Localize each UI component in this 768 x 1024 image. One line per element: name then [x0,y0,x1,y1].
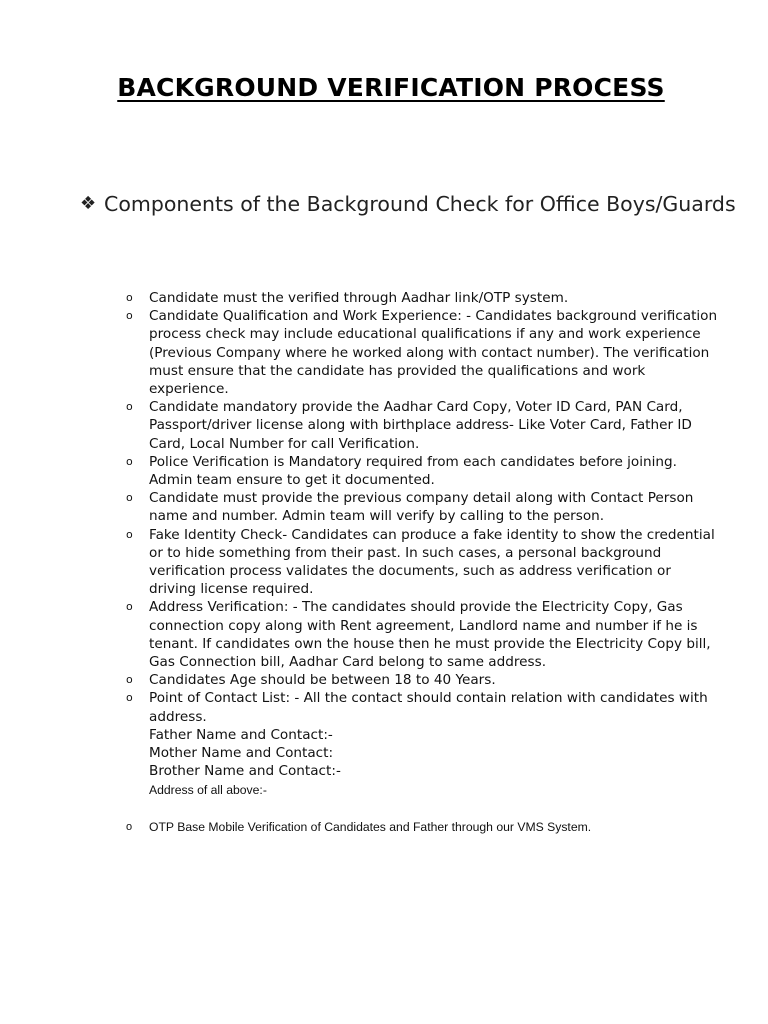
list-item-text: Address Verification: - The candidates should provide the Electricity Copy, Gas connection copy along with Rent agreement, Landlord name and number if he is tenant. If candidates own the house then he must provide the Electricity Copy bill, Gas Connection bill, Aadhar Card belong to same address. [149,599,711,671]
list-item-text: Candidate must provide the previous company detail along with Contact Person name and number. Admin team will verify by calling to the person. [149,490,694,525]
address-line: Address of all above:- [149,783,267,798]
list-item [126,598,722,671]
list-item-text: Fake Identity Check- Candidates can produce a fake identity to show the credential or to hide something from their past. In such cases, a personal background verification process validates the documents, such as address verification or driving license required. [149,526,715,598]
otp-list-item [126,818,722,836]
mother-contact-line: Mother Name and Contact: [149,745,334,762]
list-item-text: Candidate Qualification and Work Experience: - Candidates background verification process check may include educational qualifications if any and work experience (Previous Company where he worked along with contact number). The verification must ensure that the candidate has provided the qualifications and work experience. [149,308,718,398]
list-bullet-icon: o [126,400,133,414]
contact-list-intro: Point of Contact List: - All the contact should contain relation with candidates with address. [149,690,708,725]
document-title: BACKGROUND VERIFICATION PROCESS [117,73,665,102]
father-contact-line: Father Name and Contact:- [149,726,333,743]
list-item [126,671,722,689]
list-item-text: Police Verification is Mandatory required from each candidates before joining. Admin team ensure to get it documented. [149,453,677,489]
diamond-bullet-icon: ❖ [80,193,97,214]
list-item-text: Candidates Age should be between 18 to 40 Years. [149,672,496,689]
list-bullet-icon: o [126,527,133,541]
section-heading [80,182,740,226]
list-item [126,489,722,525]
list-bullet-icon: o [126,491,133,505]
list-bullet-icon: o [126,291,133,304]
list-bullet-icon: o [126,309,133,323]
list-item [126,398,722,453]
list-item [126,289,722,307]
list-bullet-icon: o [126,821,133,834]
list-bullet-icon: o [126,454,133,468]
section-heading-text: Components of the Background Check for Office Boys/Guards [104,192,736,216]
list-item [126,307,722,398]
list-item-text: Candidate mandatory provide the Aadhar Card Copy, Voter ID Card, PAN Card, Passport/driver license along with birthplace address- Like Voter Card, Father ID Card, Local Number for call Verification. [149,399,692,452]
contact-list-item [126,689,722,800]
list-item [126,453,722,489]
requirements-list [126,289,722,837]
list-item [126,526,722,599]
otp-item-text: OTP Base Mobile Verification of Candidates and Father through our VMS System. [149,820,592,835]
list-item-text: Candidate must the verified through Aadhar link/OTP system. [149,290,569,306]
list-bullet-icon: o [126,600,133,614]
list-bullet-icon: o [126,673,133,687]
list-bullet-icon: o [126,691,133,705]
brother-contact-line: Brother Name and Contact:- [149,763,341,780]
